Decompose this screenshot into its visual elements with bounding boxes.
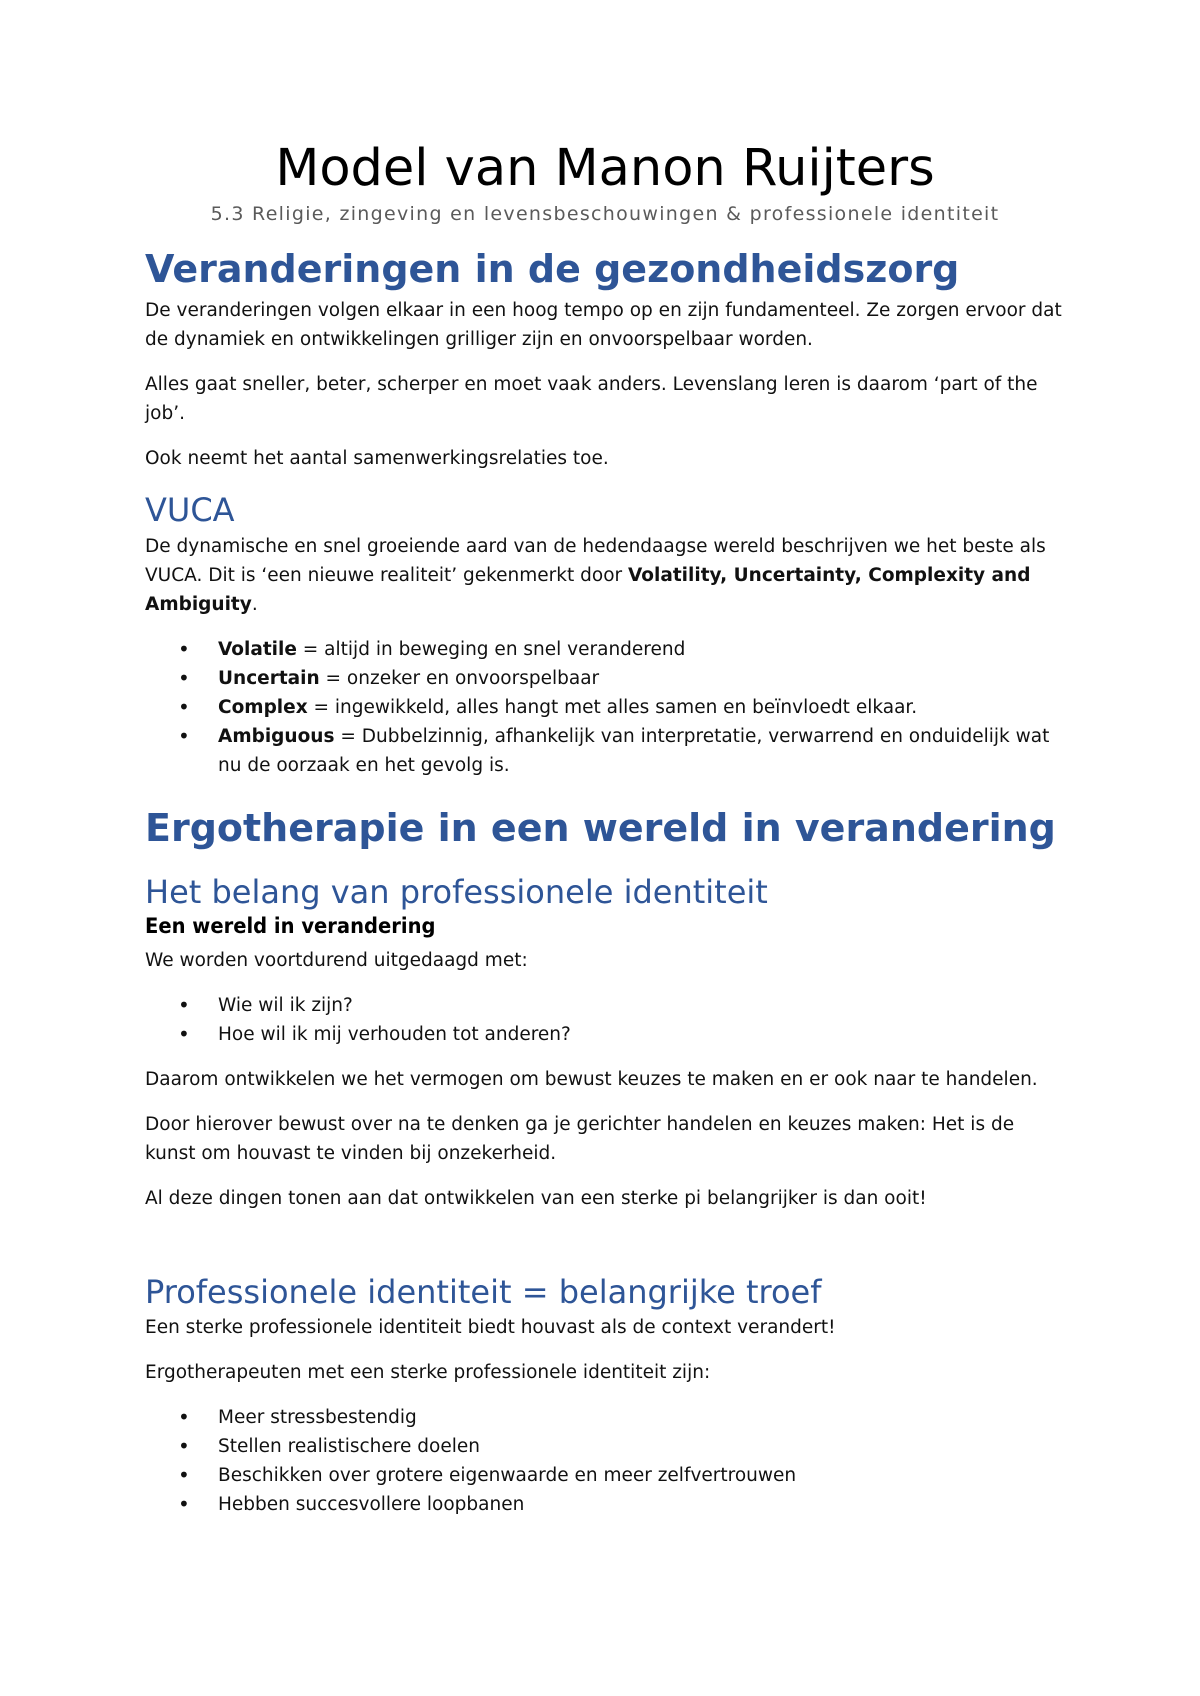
list-item: • Hebben succesvollere loopbanen bbox=[218, 1490, 1065, 1519]
traits-list bbox=[145, 1403, 1065, 1519]
list-item: • Hoe wil ik mij verhouden tot anderen? bbox=[218, 1020, 1065, 1049]
vuca-intro-bold: Volatility, Uncertainty, Complexity and Ambiguity bbox=[145, 564, 1031, 615]
heading-veranderingen: Veranderingen in de gezondheidszorg bbox=[145, 246, 960, 291]
vuca-term: Ambiguous bbox=[218, 725, 335, 747]
list-item: • Meer stressbestendig bbox=[218, 1403, 1065, 1432]
paragraph: We worden voortdurend uitgedaagd met: bbox=[145, 949, 528, 971]
heading-pi-troef: Professionele identiteit = belangrijke troef bbox=[145, 1272, 822, 1311]
vuca-definition: = onzeker en onvoorspelbaar bbox=[319, 667, 600, 689]
list-item bbox=[218, 664, 1065, 693]
paragraph: Daarom ontwikkelen we het vermogen om bewust keuzes te maken en er ook naar te handelen. bbox=[145, 1068, 1038, 1090]
vuca-intro bbox=[145, 532, 1065, 619]
paragraph: Ook neemt het aantal samenwerkingsrelaties toe. bbox=[145, 448, 609, 470]
document-subtitle: 5.3 Religie, zingeving en levensbeschouwingen & professionele identiteit bbox=[210, 202, 1000, 225]
list-item bbox=[218, 635, 1065, 664]
paragraph: Al deze dingen tonen aan dat ontwikkelen van een sterke pi belangrijker is dan ooit! bbox=[145, 1187, 927, 1209]
vuca-intro-text: De dynamische en snel groeiende aard van de hedendaagse wereld beschrijven we het beste als VUCA. Dit is ‘een nieuwe realiteit’ gekenmerkt door bbox=[145, 535, 1046, 586]
question-list bbox=[145, 991, 1065, 1049]
heading-wereld-in-verandering: Een wereld in verandering bbox=[145, 913, 436, 938]
vuca-definition: = altijd in beweging en snel veranderend bbox=[296, 638, 686, 660]
paragraph: Alles gaat sneller, beter, scherper en moet vaak anders. Levenslang leren is daarom ‘part of the job’. bbox=[145, 374, 1038, 425]
heading-ergotherapie: Ergotherapie in een wereld in verandering bbox=[145, 805, 1056, 850]
paragraph: Een sterke professionele identiteit biedt houvast als de context verandert! bbox=[145, 1317, 836, 1338]
document-title: Model van Manon Ruijters bbox=[275, 139, 935, 198]
list-item: • Wie wil ik zijn? bbox=[218, 991, 1065, 1020]
paragraph: Door hierover bewust over na te denken ga je gerichter handelen en keuzes maken: Het is de kunst om houvast te vinden bij onzekerheid. bbox=[145, 1113, 1015, 1164]
heading-belang-pi: Het belang van professionele identiteit bbox=[145, 873, 768, 912]
vuca-intro-end: . bbox=[251, 593, 258, 615]
document-body bbox=[145, 140, 1065, 1535]
vuca-term: Uncertain bbox=[218, 667, 320, 689]
heading-vuca: VUCA bbox=[145, 491, 235, 530]
vuca-term: Volatile bbox=[218, 638, 297, 660]
paragraph: De veranderingen volgen elkaar in een hoog tempo op en zijn fundamenteel. Ze zorgen ervoor dat de dynamiek en ontwikkelingen grilliger zijn en onvoorspelbaar worden. bbox=[145, 300, 1062, 351]
vuca-definition: = Dubbelzinnig, afhankelijk van interpretatie, verwarrend en onduidelijk wat nu de oorzaak en het gevolg is. bbox=[218, 725, 1050, 776]
list-item bbox=[218, 693, 1065, 722]
paragraph: Ergotherapeuten met een sterke professionele identiteit zijn: bbox=[145, 1362, 711, 1383]
list-item bbox=[218, 722, 1065, 780]
vuca-term: Complex bbox=[218, 696, 308, 718]
list-item: • Stellen realistischere doelen bbox=[218, 1432, 1065, 1461]
list-item: • Beschikken over grotere eigenwaarde en meer zelfvertrouwen bbox=[218, 1461, 1065, 1490]
vuca-list bbox=[145, 635, 1065, 780]
vuca-definition: = ingewikkeld, alles hangt met alles samen en beïnvloedt elkaar. bbox=[307, 696, 918, 718]
